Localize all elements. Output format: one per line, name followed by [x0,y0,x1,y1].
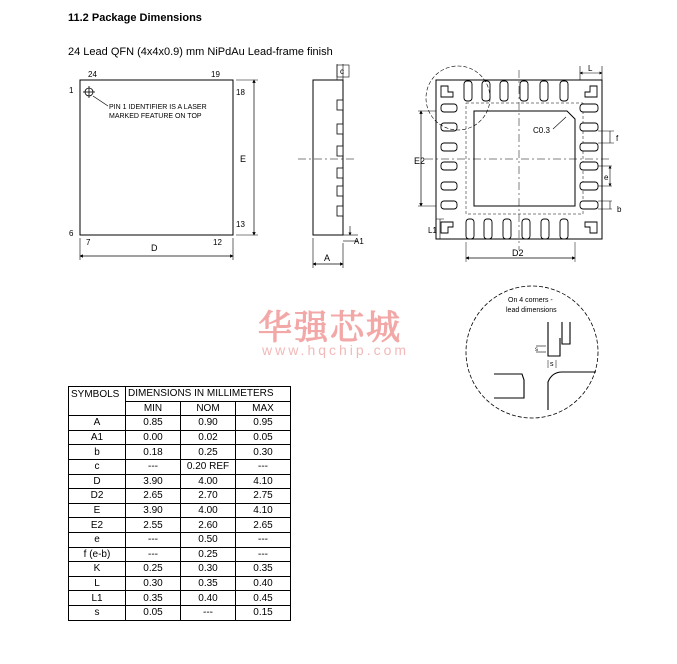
table-row [69,532,291,547]
value-cell: 0.50 [181,532,236,547]
symbol-cell: L [69,576,126,591]
value-cell: 0.30 [126,576,181,591]
detail-circle [466,286,598,418]
table-row [69,416,291,431]
value-cell: 3.90 [126,503,181,518]
value-cell: --- [236,547,291,562]
dim-A1-label: A1 [354,237,364,246]
value-cell: 0.30 [236,445,291,460]
detail-note-line2: lead dimensions [506,307,557,314]
value-cell: 0.05 [126,605,181,620]
pin1-note-line1: PIN 1 IDENTIFIER IS A LASER [109,104,207,111]
symbol-cell: s [69,605,126,620]
value-cell: 2.65 [236,518,291,533]
col-max: MAX [236,401,291,416]
symbol-cell: E2 [69,518,126,533]
symbol-cell: K [69,562,126,577]
pin-label-13: 13 [236,220,245,229]
bottom-view [414,64,622,262]
table-row [69,459,291,474]
dimensions-table [68,386,291,621]
dim-E-label: E [240,154,247,164]
value-cell: 4.00 [181,503,236,518]
value-cell: 2.70 [181,489,236,504]
dim-D-label: D [151,243,158,253]
value-cell: --- [236,459,291,474]
dim-E2-label: E2 [414,156,426,166]
watermark-url: www.hqchip.com [262,342,410,358]
table-row [69,547,291,562]
dim-c-label: c [340,67,344,76]
corner-chamfer-label: C0.3 [533,126,550,135]
corner-detail [466,286,598,418]
value-cell: 0.15 [236,605,291,620]
value-cell: --- [126,532,181,547]
dim-L-label: L [588,64,593,73]
value-cell: 2.55 [126,518,181,533]
value-cell: --- [236,532,291,547]
dim-e-label: e [604,173,609,182]
package-subtitle: 24 Lead QFN (4x4x0.9) mm NiPdAu Lead-frame finish [68,46,333,58]
value-cell: 0.95 [236,416,291,431]
table-row [69,503,291,518]
value-cell: 0.85 [126,416,181,431]
value-cell: 0.25 [126,562,181,577]
value-cell: 0.45 [236,591,291,606]
symbol-cell: A [69,416,126,431]
dimensions-table-body [69,416,291,620]
section-title: 11.2 Package Dimensions [68,12,202,24]
symbol-cell: A1 [69,430,126,445]
value-cell: --- [126,547,181,562]
col-nom: NOM [181,401,236,416]
dim-L1-label: L1 [428,226,437,235]
table-row [69,576,291,591]
table-row [69,605,291,620]
table-row [69,445,291,460]
value-cell: 2.75 [236,489,291,504]
value-cell: 0.02 [181,430,236,445]
pin-label-24: 24 [88,70,97,79]
value-cell: 4.00 [181,474,236,489]
svg-text:s: s [535,347,538,353]
value-cell: 0.90 [181,416,236,431]
pin-label-1: 1 [69,86,74,95]
value-cell: 0.40 [181,591,236,606]
value-cell: 0.20 REF [181,459,236,474]
dim-A-label: A [324,253,331,263]
symbols-header: SYMBOLS [69,387,126,402]
pin-label-18: 18 [236,88,245,97]
exposed-pad [474,111,575,206]
dim-b-label: b [617,205,622,214]
watermark-chinese: 华强芯城 [258,309,402,347]
symbol-cell: D2 [69,489,126,504]
pin-label-19: 19 [211,70,220,79]
pin-label-12: 12 [213,238,222,247]
pin-label-6: 6 [69,229,74,238]
pin1-note-line2: MARKED FEATURE ON TOP [109,113,202,120]
value-cell: --- [126,459,181,474]
value-cell: 0.35 [181,576,236,591]
table-row [69,518,291,533]
value-cell: 0.25 [181,547,236,562]
symbol-cell: E [69,503,126,518]
value-cell: 4.10 [236,474,291,489]
symbols-header-spacer [69,401,126,416]
value-cell: 0.18 [126,445,181,460]
dim-f-label: f [616,134,619,143]
value-cell: 2.65 [126,489,181,504]
dims-header: DIMENSIONS IN MILLIMETERS [126,387,291,402]
symbol-cell: c [69,459,126,474]
dim-s-label: s [550,361,554,368]
value-cell: 0.25 [181,445,236,460]
pin-label-7: 7 [86,238,91,247]
symbol-cell: D [69,474,126,489]
side-view [298,64,364,268]
value-cell: 0.35 [236,562,291,577]
value-cell: 0.00 [126,430,181,445]
table-row [69,489,291,504]
value-cell: --- [181,605,236,620]
table-row [69,562,291,577]
table-row [69,430,291,445]
value-cell: 2.60 [181,518,236,533]
value-cell: 0.40 [236,576,291,591]
value-cell: 3.90 [126,474,181,489]
symbol-cell: e [69,532,126,547]
symbol-cell: b [69,445,126,460]
value-cell: 0.05 [236,430,291,445]
col-min: MIN [126,401,181,416]
value-cell: 0.30 [181,562,236,577]
top-view [69,70,258,260]
value-cell: 0.35 [126,591,181,606]
symbol-cell: f (e-b) [69,547,126,562]
dim-D2-label: D2 [512,248,524,258]
value-cell: 4.10 [236,503,291,518]
table-row [69,474,291,489]
detail-note-line1: On 4 corners - [508,297,553,304]
table-row [69,591,291,606]
symbol-cell: L1 [69,591,126,606]
